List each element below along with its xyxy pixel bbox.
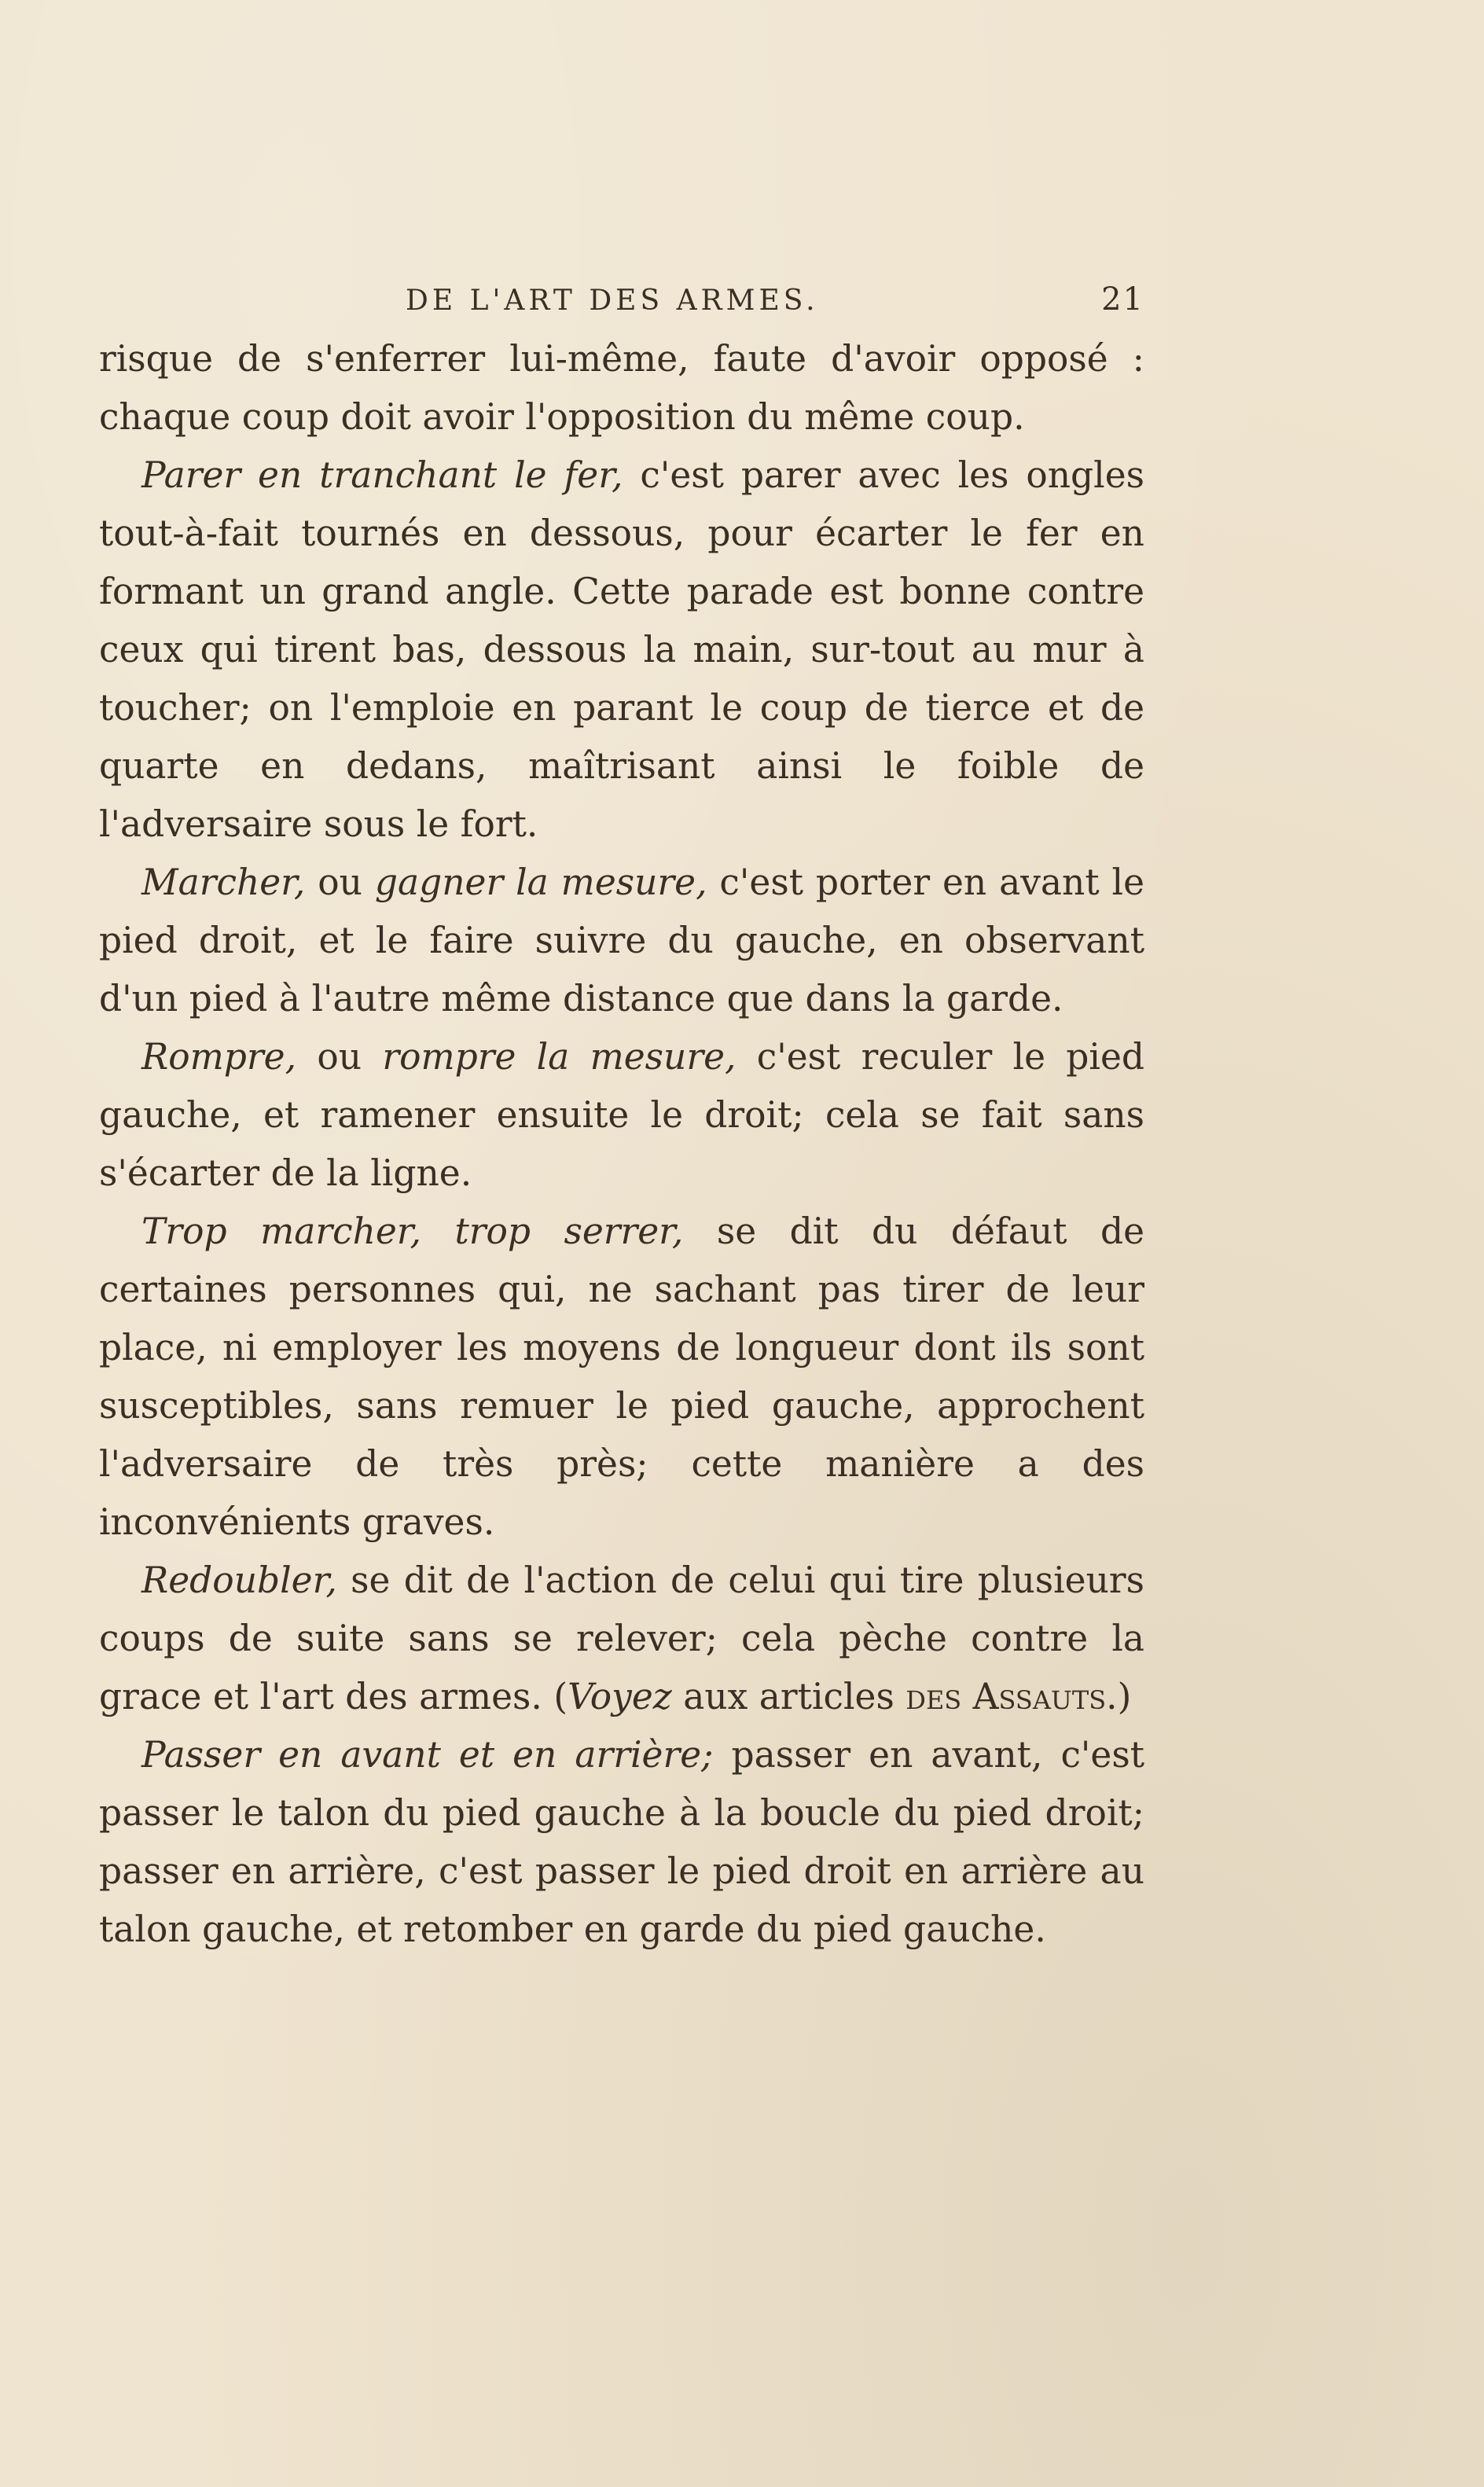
paragraph-text: c'est parer avec les ongles tout-à-fait tournés en dessous, pour écarter le fer en formant un grand angle. Cette parade est bonne contre ceux qui tirent bas, dessous la main, sur-tout au mur à toucher; on l'emploie en parant le coup de tierce et de quarte en dedans, maîtrisant ainsi le foible de l'adversaire sous le fort. — [99, 454, 1144, 845]
paragraph-text: se dit du défaut de certaines personnes qui, ne sachant pas tirer de leur place, ni employer les moyens de longueur dont ils sont susceptibles, sans remuer le pied gauche, approchent l'adversaire de très près; cette manière a des inconvénients graves. — [99, 1210, 1144, 1543]
term: Passer en avant et en arrière; — [141, 1734, 714, 1776]
paragraph-text: se dit de l'action de celui qui tire plusieurs coups de suite sans se relever; cela pèche contre la grace et l'art des armes. ( — [99, 1559, 1144, 1717]
voyez-reference: Voyez — [568, 1676, 672, 1717]
connector-text: ou — [305, 861, 375, 903]
running-head — [99, 275, 1144, 330]
paragraph-marcher — [99, 854, 1144, 1028]
paragraph-parer-en-tranchant — [99, 446, 1144, 854]
paragraph-text: ) — [1117, 1676, 1132, 1717]
term: Trop marcher, trop serrer, — [141, 1210, 684, 1252]
paragraph-text: passer en avant, c'est passer le talon du pied gauche à la boucle du pied droit; passer en arrière, c'est passer le pied droit en arrière au talon gauche, et retomber en garde du pied gauche. — [99, 1734, 1144, 1950]
term: Parer en tranchant le fer, — [141, 454, 623, 496]
term: gagner la mesure, — [374, 861, 707, 903]
paragraph-text: c'est porter en avant le pied droit, et le faire suivre du gauche, en observant d'un pied à l'autre même distance que dans la garde. — [99, 861, 1144, 1019]
term: Redoubler, — [141, 1559, 337, 1601]
paragraph-text: risque de s'enferrer lui-même, faute d'avoir opposé : chaque coup doit avoir l'opposition du même coup. — [99, 338, 1144, 438]
running-title: DE L'ART DES ARMES. — [406, 285, 819, 317]
paragraph-passer — [99, 1726, 1144, 1959]
connector-text: ou — [296, 1036, 383, 1078]
term: Marcher, — [141, 861, 306, 903]
page-number: 21 — [1101, 281, 1144, 318]
paragraph-text: aux articles — [671, 1676, 906, 1717]
paragraph-text: c'est reculer le pied gauche, et ramener ensuite le droit; cela se fait sans s'écarter de la ligne. — [99, 1036, 1145, 1194]
paragraph-trop-marcher — [99, 1203, 1144, 1552]
smallcaps-reference: des Assauts. — [905, 1676, 1118, 1717]
term: Rompre, — [141, 1036, 297, 1078]
book-page — [99, 275, 1144, 1959]
paragraph-redoubler — [99, 1552, 1144, 1726]
paragraph-continuation — [99, 330, 1144, 446]
term: rompre la mesure, — [382, 1036, 736, 1078]
body-text — [99, 330, 1144, 1959]
paragraph-rompre — [99, 1028, 1144, 1203]
